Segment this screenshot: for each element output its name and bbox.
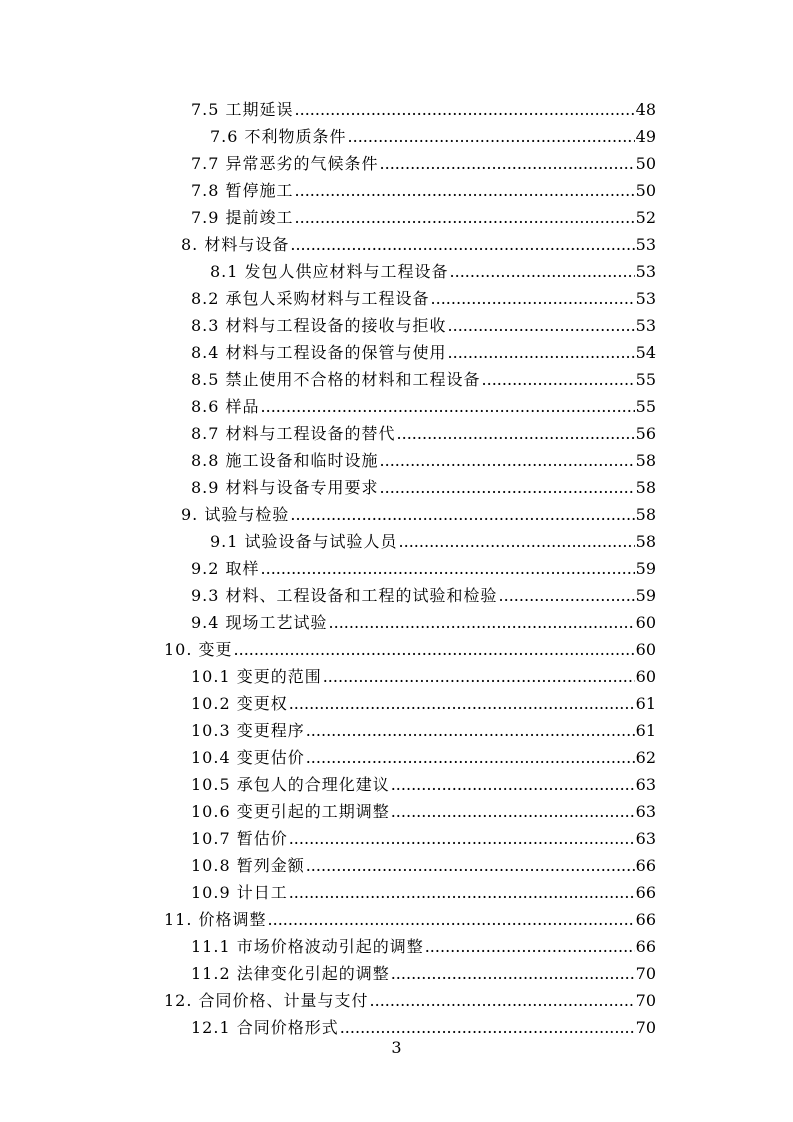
toc-dot-leader [448,340,635,366]
toc-dot-leader [306,718,635,744]
toc-entry-page: 53 [635,262,656,281]
toc-entry-title: 8.3 材料与工程设备的接收与拒收 [191,316,447,335]
toc-dot-leader [290,502,634,528]
toc-entry-title: 10.3 变更程序 [191,721,305,740]
toc-dot-leader [306,745,635,771]
toc-entry-page: 63 [635,829,656,848]
page-number: 3 [391,1038,402,1057]
toc-entry[interactable] [191,97,656,123]
toc-entry[interactable] [191,421,656,447]
toc-entry-title: 9.4 现场工艺试验 [191,613,328,632]
toc-entry[interactable] [181,232,656,258]
toc-dot-leader [295,97,635,123]
toc-entry-page: 53 [635,235,656,254]
toc-entry[interactable] [210,259,656,285]
toc-entry[interactable] [191,664,656,690]
toc-entry-title: 10.9 计日工 [191,883,288,902]
toc-entry-title: 10.6 变更引起的工期调整 [191,802,390,821]
toc-entry-title: 7.9 提前竣工 [191,208,294,227]
toc-entry[interactable] [191,448,656,474]
toc-entry[interactable] [191,934,656,960]
toc-entry[interactable] [191,745,656,771]
toc-entry-page: 54 [635,343,656,362]
toc-entry-title: 8.2 承包人采购材料与工程设备 [191,289,430,308]
toc-dot-leader [268,907,635,933]
toc-entry-title: 8.9 材料与设备专用要求 [191,478,379,497]
toc-entry[interactable] [191,691,656,717]
toc-entry[interactable] [191,340,656,366]
toc-entry[interactable] [191,151,656,177]
toc-dot-leader [370,988,635,1014]
toc-entry-page: 50 [635,181,656,200]
toc-entry[interactable] [191,286,656,312]
toc-entry-title: 7.5 工期延误 [191,100,294,119]
toc-entry-page: 48 [635,100,656,119]
toc-dot-leader [289,880,635,906]
toc-entry-title: 8.6 样品 [191,397,260,416]
toc-entry-title: 8.7 材料与工程设备的替代 [191,424,396,443]
toc-entry-title: 9.2 取样 [191,559,260,578]
toc-dot-leader [391,961,635,987]
toc-entry[interactable] [191,475,656,501]
toc-entry-page: 70 [635,1018,656,1037]
toc-entry-title: 9. 试验与检验 [181,505,290,524]
toc-entry[interactable] [191,772,656,798]
toc-dot-leader [323,664,635,690]
toc-entry[interactable] [191,961,656,987]
toc-entry-page: 66 [635,910,656,929]
toc-entry-title: 11. 价格调整 [164,910,267,929]
toc-entry-title: 7.8 暂停施工 [191,181,294,200]
toc-entry[interactable] [191,880,656,906]
toc-dot-leader [431,286,635,312]
toc-entry-title: 10.1 变更的范围 [191,667,322,686]
toc-entry-page: 58 [635,505,656,524]
toc-entry-title: 10. 变更 [164,640,233,659]
toc-entry[interactable] [191,367,656,393]
toc-dot-leader [380,475,635,501]
toc-entry[interactable] [164,637,656,663]
toc-entry-page: 61 [635,721,656,740]
toc-entry[interactable] [191,583,656,609]
toc-dot-leader [380,151,635,177]
toc-dot-leader [289,826,635,852]
toc-entry-title: 12. 合同价格、计量与支付 [164,991,369,1010]
toc-entry-page: 70 [635,991,656,1010]
toc-entry-page: 59 [635,559,656,578]
toc-dot-leader [289,691,635,717]
toc-entry-page: 53 [635,316,656,335]
toc-entry-title: 7.7 异常恶劣的气候条件 [191,154,379,173]
toc-entry-title: 10.7 暂估价 [191,829,288,848]
toc-dot-leader [261,394,635,420]
toc-entry-title: 11.2 法律变化引起的调整 [191,964,390,983]
toc-dot-leader [448,313,635,339]
toc-entry-page: 49 [635,127,656,146]
toc-entry-title: 10.4 变更估价 [191,748,305,767]
toc-entry-page: 53 [635,289,656,308]
toc-dot-leader [290,232,634,258]
toc-dot-leader [482,367,635,393]
toc-dot-leader [329,610,635,636]
toc-entry-page: 63 [635,775,656,794]
toc-entry-page: 58 [635,532,656,551]
toc-dot-leader [397,421,635,447]
toc-entry-title: 8.8 施工设备和临时设施 [191,451,379,470]
toc-entry-title: 11.1 市场价格波动引起的调整 [191,937,424,956]
toc-dot-leader [261,556,635,582]
toc-entry[interactable] [191,394,656,420]
toc-entry[interactable] [191,718,656,744]
toc-entry[interactable] [191,799,656,825]
toc-entry[interactable] [181,502,656,528]
toc-entry-title: 8. 材料与设备 [181,235,290,254]
toc-entry[interactable] [191,826,656,852]
toc-entry-page: 62 [635,748,656,767]
toc-entry-page: 59 [635,586,656,605]
toc-entry-title: 8.5 禁止使用不合格的材料和工程设备 [191,370,481,389]
toc-dot-leader [306,853,635,879]
toc-entry-title: 10.8 暂列金额 [191,856,305,875]
toc-entry-page: 55 [635,397,656,416]
toc-entry[interactable] [164,907,656,933]
toc-entry-page: 66 [635,937,656,956]
toc-entry-page: 66 [635,883,656,902]
toc-entry-page: 66 [635,856,656,875]
toc-entry-page: 52 [635,208,656,227]
toc-entry-title: 7.6 不利物质条件 [210,127,347,146]
toc-entry[interactable] [191,205,656,231]
toc-dot-leader [348,124,635,150]
toc-dot-leader [295,205,635,231]
toc-dot-leader [295,178,635,204]
toc-entry-title: 9.3 材料、工程设备和工程的试验和检验 [191,586,498,605]
toc-dot-leader [380,448,635,474]
toc-entry-title: 10.2 变更权 [191,694,288,713]
toc-entry[interactable] [191,178,656,204]
toc-entry[interactable] [191,313,656,339]
toc-dot-leader [399,529,635,555]
toc-entry-page: 55 [635,370,656,389]
toc-entry-page: 58 [635,451,656,470]
toc-entry[interactable] [191,556,656,582]
toc-entry-page: 61 [635,694,656,713]
toc-entry[interactable] [210,124,656,150]
toc-entry[interactable] [191,610,656,636]
toc-entry-page: 63 [635,802,656,821]
toc-dot-leader [391,799,635,825]
toc-dot-leader [450,259,635,285]
toc-entry-title: 8.4 材料与工程设备的保管与使用 [191,343,447,362]
toc-entry-page: 60 [635,613,656,632]
toc-dot-leader [391,772,635,798]
toc-entry-title: 12.1 合同价格形式 [191,1018,339,1037]
toc-entry-page: 60 [635,640,656,659]
toc-entry-title: 9.1 试验设备与试验人员 [210,532,398,551]
toc-entry[interactable] [191,853,656,879]
toc-entry-page: 58 [635,478,656,497]
toc-entry-page: 50 [635,154,656,173]
toc-entry[interactable] [164,988,656,1014]
toc-entry-page: 60 [635,667,656,686]
toc-entry-title: 10.5 承包人的合理化建议 [191,775,390,794]
toc-dot-leader [234,637,635,663]
toc-dot-leader [499,583,635,609]
toc-dot-leader [425,934,635,960]
toc-entry-page: 70 [635,964,656,983]
toc-entry-title: 8.1 发包人供应材料与工程设备 [210,262,449,281]
toc-entry[interactable] [210,529,656,555]
toc-entry-page: 56 [635,424,656,443]
